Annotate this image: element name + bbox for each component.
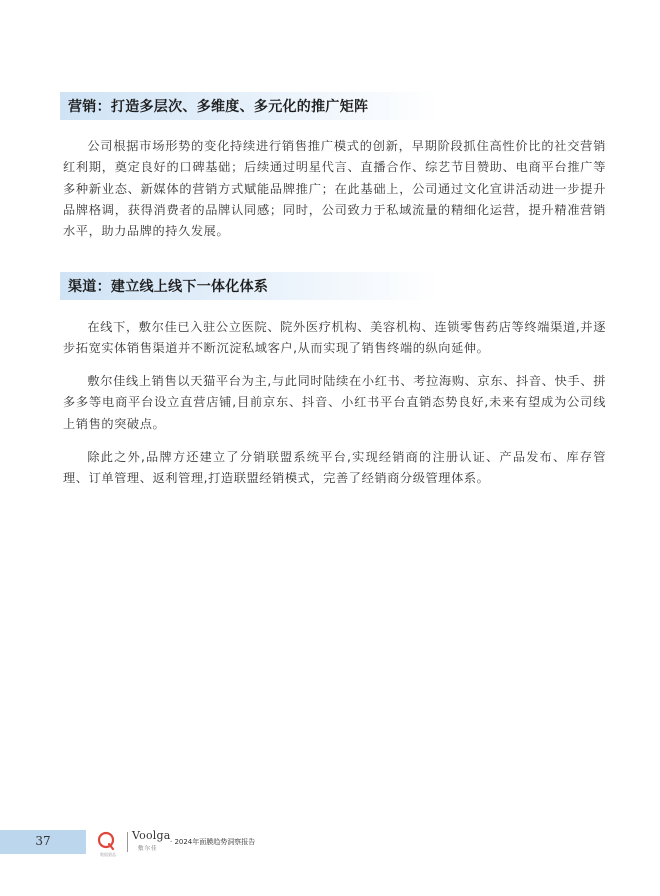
page-number: 37 <box>35 834 51 848</box>
brand-logo-cn: 敷尔佳 <box>138 846 158 852</box>
section-heading-text: 营销：打造多层次、多维度、多元化的推广矩阵 <box>68 99 369 115</box>
paragraph-online-channels: 敷尔佳线上销售以天猫平台为主,与此同时陆续在小红书、考拉海购、京东、抖音、快手、拼多多等电商平台设立直营店铺,目前京东、抖音、小红书平台直销态势良好,未来有望成为公司线上销售的突破点。 <box>63 374 606 431</box>
footer-divider <box>127 832 128 852</box>
section-heading-text: 渠道：建立线上线下一体化体系 <box>68 279 269 295</box>
paragraph-marketing: 公司根据市场形势的变化持续进行销售推广模式的创新，早期阶段抓住高性价比的社交营销红利期，奠定良好的口碑基础；后续通过明星代言、直播合作、综艺节目赞助、电商平台推广等多种新业态、新媒体的营销方式赋能品牌推广；在此基础上，公司通过文化宣讲活动进一步提升品牌格调，获得消费者的品牌认同感；同时，公司致力于私域流量的精细化运营，提升精准营销水平，助力品牌的持久发展。 <box>63 139 606 239</box>
section-heading-channels <box>60 272 440 300</box>
paragraph-distribution: 除此之外,品牌方还建立了分销联盟系统平台,实现经销商的注册认证、产品发布、库存管理、订单管理、返利管理,打造联盟经销模式，完善了经销商分级管理体系。 <box>63 450 606 486</box>
brand-logo-text: Voolga <box>132 829 171 842</box>
data-hunter-logo-icon <box>96 830 116 854</box>
logo-caption: 数据猎品 <box>100 852 116 857</box>
section-heading-marketing <box>60 92 440 120</box>
report-title: · 2024年面膜趋势洞察报告 <box>170 838 256 846</box>
page-footer <box>0 826 660 858</box>
paragraph-offline-channels: 在线下，敷尔佳已入驻公立医院、院外医疗机构、美容机构、连锁零售药店等终端渠道,并逐步拓宽实体销售渠道并不断沉淀私域客户,从而实现了销售终端的纵向延伸。 <box>63 320 606 356</box>
